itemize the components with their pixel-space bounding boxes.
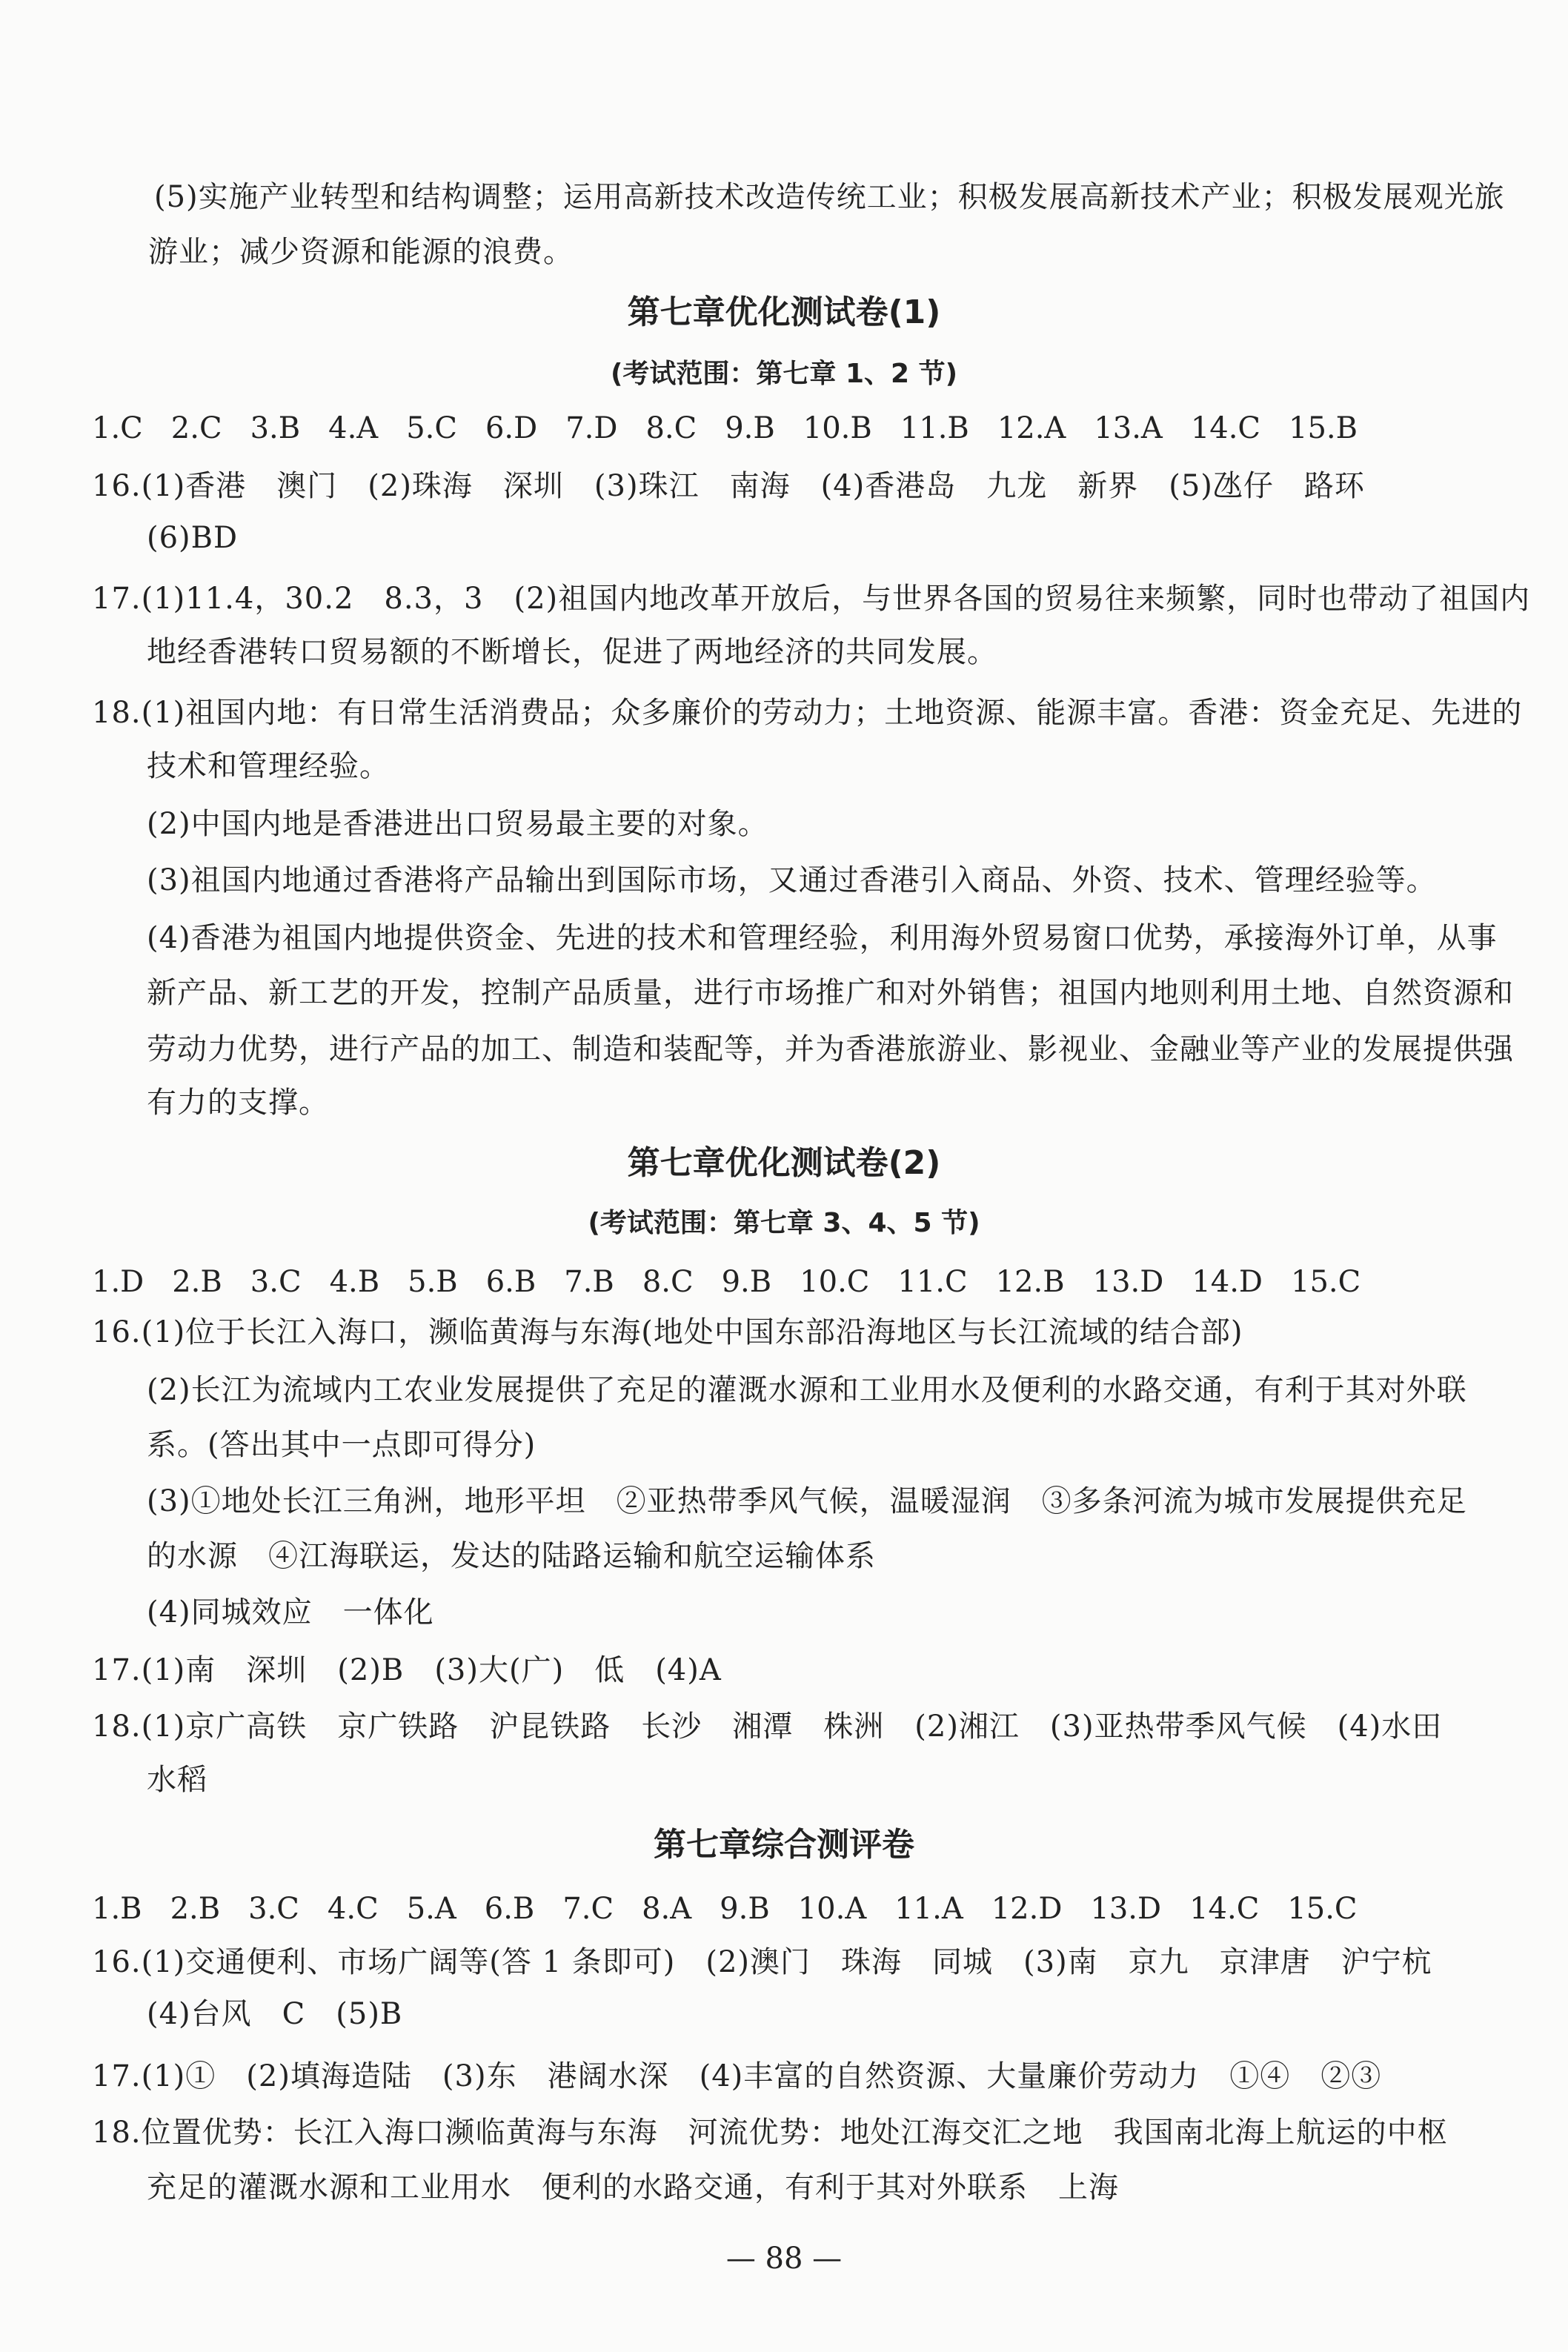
section-1-line: (3)祖国内地通过香港将产品输出到国际市场，又通过香港引入商品、外资、技术、管理经验等。 — [147, 863, 1437, 897]
answer-item: 11.C — [897, 1265, 968, 1299]
section-2-title: 第七章优化测试卷(2) — [627, 1144, 941, 1182]
answer-item: 1.C — [92, 411, 143, 445]
section-1-line: 有力的支撑。 — [147, 1086, 329, 1120]
section-2-line: (3)①地处长江三角洲，地形平坦 ②亚热带季风气候，温暖湿润 ③多条河流为城市发展提供充足 — [147, 1484, 1467, 1518]
answer-item: 11.B — [900, 411, 969, 445]
answer-item: 9.B — [725, 411, 775, 445]
answer-item: 6.D — [485, 411, 538, 445]
section-3-line: 18.位置优势：长江入海口濒临黄海与东海 河流优势：地处江海交汇之地 我国南北海上航运的中枢 — [92, 2116, 1448, 2150]
section-2-line: (2)长江为流域内工农业发展提供了充足的灌溉水源和工业用水及便利的水路交通，有利于其对外联 — [147, 1373, 1467, 1407]
section-1-line: 16.(1)香港 澳门 (2)珠海 深圳 (3)珠江 南海 (4)香港岛 九龙 新界 (5)氹仔 路环 — [92, 469, 1365, 503]
section-3-line: (4)台风 C (5)B — [147, 1997, 403, 2031]
section-3-line: 16.(1)交通便利、市场广阔等(答 1 条即可) (2)澳门 珠海 同城 (3)南 京九 京津唐 沪宁杭 — [92, 1945, 1432, 1979]
section-2-scope: (考试范围：第七章 3、4、5 节) — [588, 1208, 980, 1238]
section-2-line: 16.(1)位于长江入海口，濒临黄海与东海(地处中国东部沿海地区与长江流域的结合部) — [92, 1315, 1243, 1349]
page-number: — 88 — — [725, 2242, 843, 2276]
section-1-title: 第七章优化测试卷(1) — [627, 293, 941, 331]
answer-item: 5.B — [408, 1265, 458, 1299]
section-2-line: 的水源 ④江海联运，发达的陆路运输和航空运输体系 — [147, 1539, 876, 1573]
answer-item: 14.D — [1192, 1265, 1263, 1299]
section-1-line: 新产品、新工艺的开发，控制产品质量，进行市场推广和对外销售；祖国内地则利用土地、自然资源和 — [147, 976, 1514, 1010]
section-2-line: 系。(答出其中一点即可得分) — [147, 1428, 536, 1462]
answer-item: 4.A — [328, 411, 379, 445]
section-1-line: 地经香港转口贸易额的不断增长，促进了两地经济的共同发展。 — [147, 635, 997, 669]
section-2-line: 17.(1)南 深圳 (2)B (3)大(广) 低 (4)A — [92, 1653, 722, 1687]
section-3-title: 第七章综合测评卷 — [654, 1826, 914, 1864]
answer-item: 15.B — [1289, 411, 1358, 445]
answer-item: 7.C — [562, 1892, 614, 1926]
section-3-line: 充足的灌溉水源和工业用水 便利的水路交通，有利于其对外联系 上海 — [147, 2170, 1119, 2205]
answer-item: 15.C — [1291, 1265, 1361, 1299]
section-1-line: (6)BD — [147, 521, 239, 555]
answer-item: 1.D — [92, 1265, 144, 1299]
answer-item: 2.B — [172, 1265, 222, 1299]
answer-item: 6.B — [485, 1265, 536, 1299]
section-3-line: 17.(1)① (2)填海造陆 (3)东 港阔水深 (4)丰富的自然资源、大量廉价劳动力 ①④ ②③ — [92, 2059, 1382, 2093]
section-1-line: (4)香港为祖国内地提供资金、先进的技术和管理经验，利用海外贸易窗口优势，承接海外订单，从事 — [147, 921, 1498, 955]
answer-item: 3.C — [248, 1892, 299, 1926]
section-1-line: 17.(1)11.4，30.2 8.3，3 (2)祖国内地改革开放后，与世界各国的贸易往来频繁，同时也带动了祖国内 — [92, 582, 1531, 616]
intro-line-1: (5)实施产业转型和结构调整；运用高新技术改造传统工业；积极发展高新技术产业；积极发展观光旅 — [154, 180, 1505, 214]
answer-item: 10.B — [803, 411, 872, 445]
section-2-choice-answers — [92, 1261, 1389, 1303]
answer-item: 2.C — [170, 411, 222, 445]
answer-item: 10.C — [800, 1265, 870, 1299]
section-2-line: (4)同城效应 一体化 — [147, 1595, 434, 1630]
answer-item: 5.A — [406, 1892, 456, 1926]
section-2-line: 水稻 — [147, 1763, 207, 1797]
answer-item: 9.B — [721, 1265, 772, 1299]
section-1-line: 技术和管理经验。 — [147, 749, 390, 783]
answer-item: 13.D — [1090, 1892, 1162, 1926]
answer-item: 9.B — [720, 1892, 770, 1926]
answer-item: 7.D — [565, 411, 618, 445]
answer-item: 8.C — [642, 1265, 694, 1299]
answer-item: 13.D — [1092, 1265, 1164, 1299]
section-1-choice-answers — [92, 408, 1386, 449]
section-1-line: (2)中国内地是香港进出口贸易最主要的对象。 — [147, 807, 768, 841]
answer-item: 3.B — [250, 411, 301, 445]
answer-item: 13.A — [1094, 411, 1163, 445]
answer-item: 2.B — [170, 1892, 221, 1926]
section-1-scope: (考试范围：第七章 1、2 节) — [610, 359, 958, 389]
answer-item: 11.A — [894, 1892, 963, 1926]
answer-item: 12.B — [995, 1265, 1065, 1299]
answer-item: 14.C — [1190, 411, 1261, 445]
answer-item: 8.A — [642, 1892, 692, 1926]
answer-item: 8.C — [645, 411, 697, 445]
answer-item: 3.C — [250, 1265, 302, 1299]
section-3-choice-answers — [92, 1888, 1386, 1930]
section-1-line: 18.(1)祖国内地：有日常生活消费品；众多廉价的劳动力；土地资源、能源丰富。香港：资金充足、先进的 — [92, 696, 1523, 730]
answer-item: 5.C — [406, 411, 457, 445]
section-1-line: 劳动力优势，进行产品的加工、制造和装配等，并为香港旅游业、影视业、金融业等产业的发展提供强 — [147, 1032, 1514, 1066]
section-2-line: 18.(1)京广高铁 京广铁路 沪昆铁路 长沙 湘潭 株洲 (2)湘江 (3)亚热带季风气候 (4)水田 — [92, 1710, 1443, 1744]
answer-item: 7.B — [564, 1265, 614, 1299]
answer-item: 1.B — [92, 1892, 142, 1926]
answer-item: 10.A — [797, 1892, 867, 1926]
intro-line-2: 游业；减少资源和能源的浪费。 — [148, 235, 574, 269]
answer-item: 12.A — [997, 411, 1066, 445]
answer-item: 12.D — [991, 1892, 1063, 1926]
answer-item: 4.C — [327, 1892, 379, 1926]
answer-item: 14.C — [1189, 1892, 1260, 1926]
answer-item: 4.B — [329, 1265, 380, 1299]
answer-item: 6.B — [484, 1892, 535, 1926]
answer-item: 15.C — [1287, 1892, 1358, 1926]
